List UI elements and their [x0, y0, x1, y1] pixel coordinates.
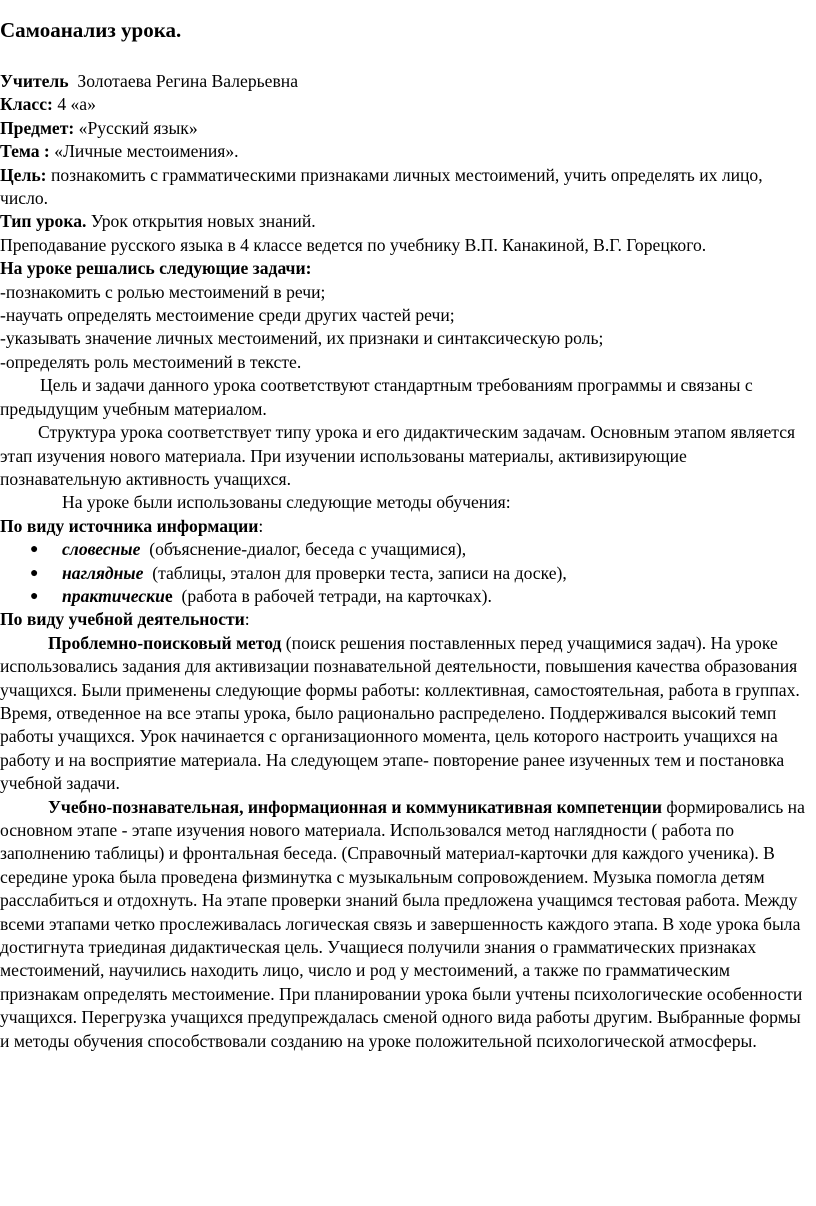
method-term: словесные: [62, 539, 141, 560]
competence-paragraph: [0, 796, 806, 1053]
topic-value: «Личные местоимения».: [54, 141, 239, 162]
topic-label: Тема :: [0, 141, 50, 162]
tasks-heading-text: На уроке решались следующие задачи:: [0, 258, 312, 279]
by-activity-heading: [0, 608, 806, 631]
class-label: Класс:: [0, 94, 53, 115]
topic-line: [0, 140, 806, 163]
lesson-type-value: Урок открытия новых знаний.: [90, 211, 316, 232]
method-desc: (работа в рабочей тетради, на карточках).: [172, 585, 492, 606]
document-body: [0, 70, 806, 1053]
goal-label: Цель:: [0, 164, 47, 185]
method-desc: (объяснение-диалог, беседа с учащимися),: [140, 539, 467, 560]
method-item: [0, 562, 806, 585]
competence-text: формировались на основном этапе - этапе изучения нового материала. Использовался метод наглядности ( работа по заполнению таблицы) и фронтальная беседа. (Справочный материал-карточки для каждого ученика). В середине урока была проведена физминутка с музыкальным сопровождением. Музыка помогла детям расслабиться и отдохнуть. На этапе проверки знаний была предложена учащимся тестовая работа. Между всеми этапами четко прослеживалась логическая связь и завершенность каждого этапа. В ходе урока была достигнута триединая дидактическая цель. Учащиеся получили знания о грамматических признаках местоимений, научились находить лицо, число и род у местоимений, а также по грамматическим признакам определять местоимение. При планировании урока были учтены психологические особенности учащихся. Перегрузка учащихся предупреждалась сменой одного вида работы другим. Выбранные формы и методы обучения способствовали созданию на уроке положительной психологической атмосферы.: [0, 796, 805, 1051]
by-activity-heading-text: По виду учебной деятельности: [0, 609, 245, 630]
bullet-icon: ●: [30, 542, 39, 558]
method-desc: (таблицы, эталон для проверки теста, записи на доске),: [143, 562, 567, 583]
task-item: -определять роль местоимений в тексте.: [0, 351, 302, 372]
method-term: наглядные: [62, 562, 144, 583]
task-item: -познакомить с ролью местоимений в речи;: [0, 281, 326, 302]
class-line: [0, 93, 806, 116]
task-item: -указывать значение личных местоимений, их признаки и синтаксическую роль;: [0, 328, 604, 349]
methods-intro: На уроке были использованы следующие методы обучения:: [62, 492, 511, 513]
teacher-value: Золотаева Регина Валерьевна: [77, 71, 298, 91]
lesson-type-line: [0, 210, 806, 233]
subject-label: Предмет:: [0, 117, 75, 138]
bullet-icon: ●: [30, 588, 39, 604]
goal-line: [0, 164, 806, 211]
document-title: Самоанализ урока.: [0, 18, 182, 42]
spacer: [0, 42, 806, 70]
structure-paragraph: Структура урока соответствует типу урока и его дидактическим задачам. Основным этапом является этап изучения нового материала. При изучении использованы материалы, активизирующие познавательную активность учащихся.: [0, 422, 796, 489]
tasks-heading: [0, 257, 806, 280]
problem-text: (поиск решения поставленных перед учащимися задач). На уроке использовались задания для активизации познавательной деятельности, повышения качества образования учащихся. Были применены следующие формы работы: коллективная, самостоятельная, работа в группах. Время, отведенное на все этапы урока, было рационально распределено. Поддерживался высокий темп работы учащихся. Урок начинается с организационного момента, цель которого настроить учащихся на работу и на восприятие материала. На следующем этапе- повторение ранее изученных тем и постановка учебной задачи.: [0, 632, 800, 794]
by-activity-colon: :: [244, 609, 250, 630]
teacher-label: Учитель: [0, 71, 69, 91]
method-item: [0, 538, 806, 561]
tasks-list: [0, 281, 806, 375]
lesson-type-label: Тип урока.: [0, 211, 87, 232]
by-source-colon: :: [258, 515, 264, 536]
subject-line: [0, 117, 806, 140]
problem-bold: Проблемно-поисковый метод: [48, 632, 282, 653]
method-item: [0, 585, 806, 608]
class-value: 4 «а»: [57, 94, 96, 115]
problem-paragraph: [0, 632, 806, 796]
textbook-line: Преподавание русского языка в 4 классе ведется по учебнику В.П. Канакиной, В.Г. Горецкого.: [0, 234, 707, 255]
competence-bold: Учебно-познавательная, информационная и коммуникативная компетенции: [48, 796, 662, 817]
bullet-icon: ●: [30, 565, 39, 581]
goal-value: познакомить с грамматическими признаками личных местоимений, учить определять их лицо, число.: [0, 164, 763, 209]
method-term: практически: [62, 585, 165, 606]
by-source-heading-text: По виду источника информации: [0, 515, 259, 536]
subject-value: «Русский язык»: [78, 117, 198, 138]
method-term-suffix: е: [164, 585, 173, 606]
by-source-heading: [0, 515, 806, 538]
goal-paragraph: Цель и задачи данного урока соответствуют стандартным требованиям программы и связаны с предыдущим учебным материалом.: [0, 375, 753, 419]
task-item: -научать определять местоимение среди других частей речи;: [0, 305, 455, 326]
methods-list: [0, 538, 806, 608]
teacher-line: [0, 70, 806, 93]
